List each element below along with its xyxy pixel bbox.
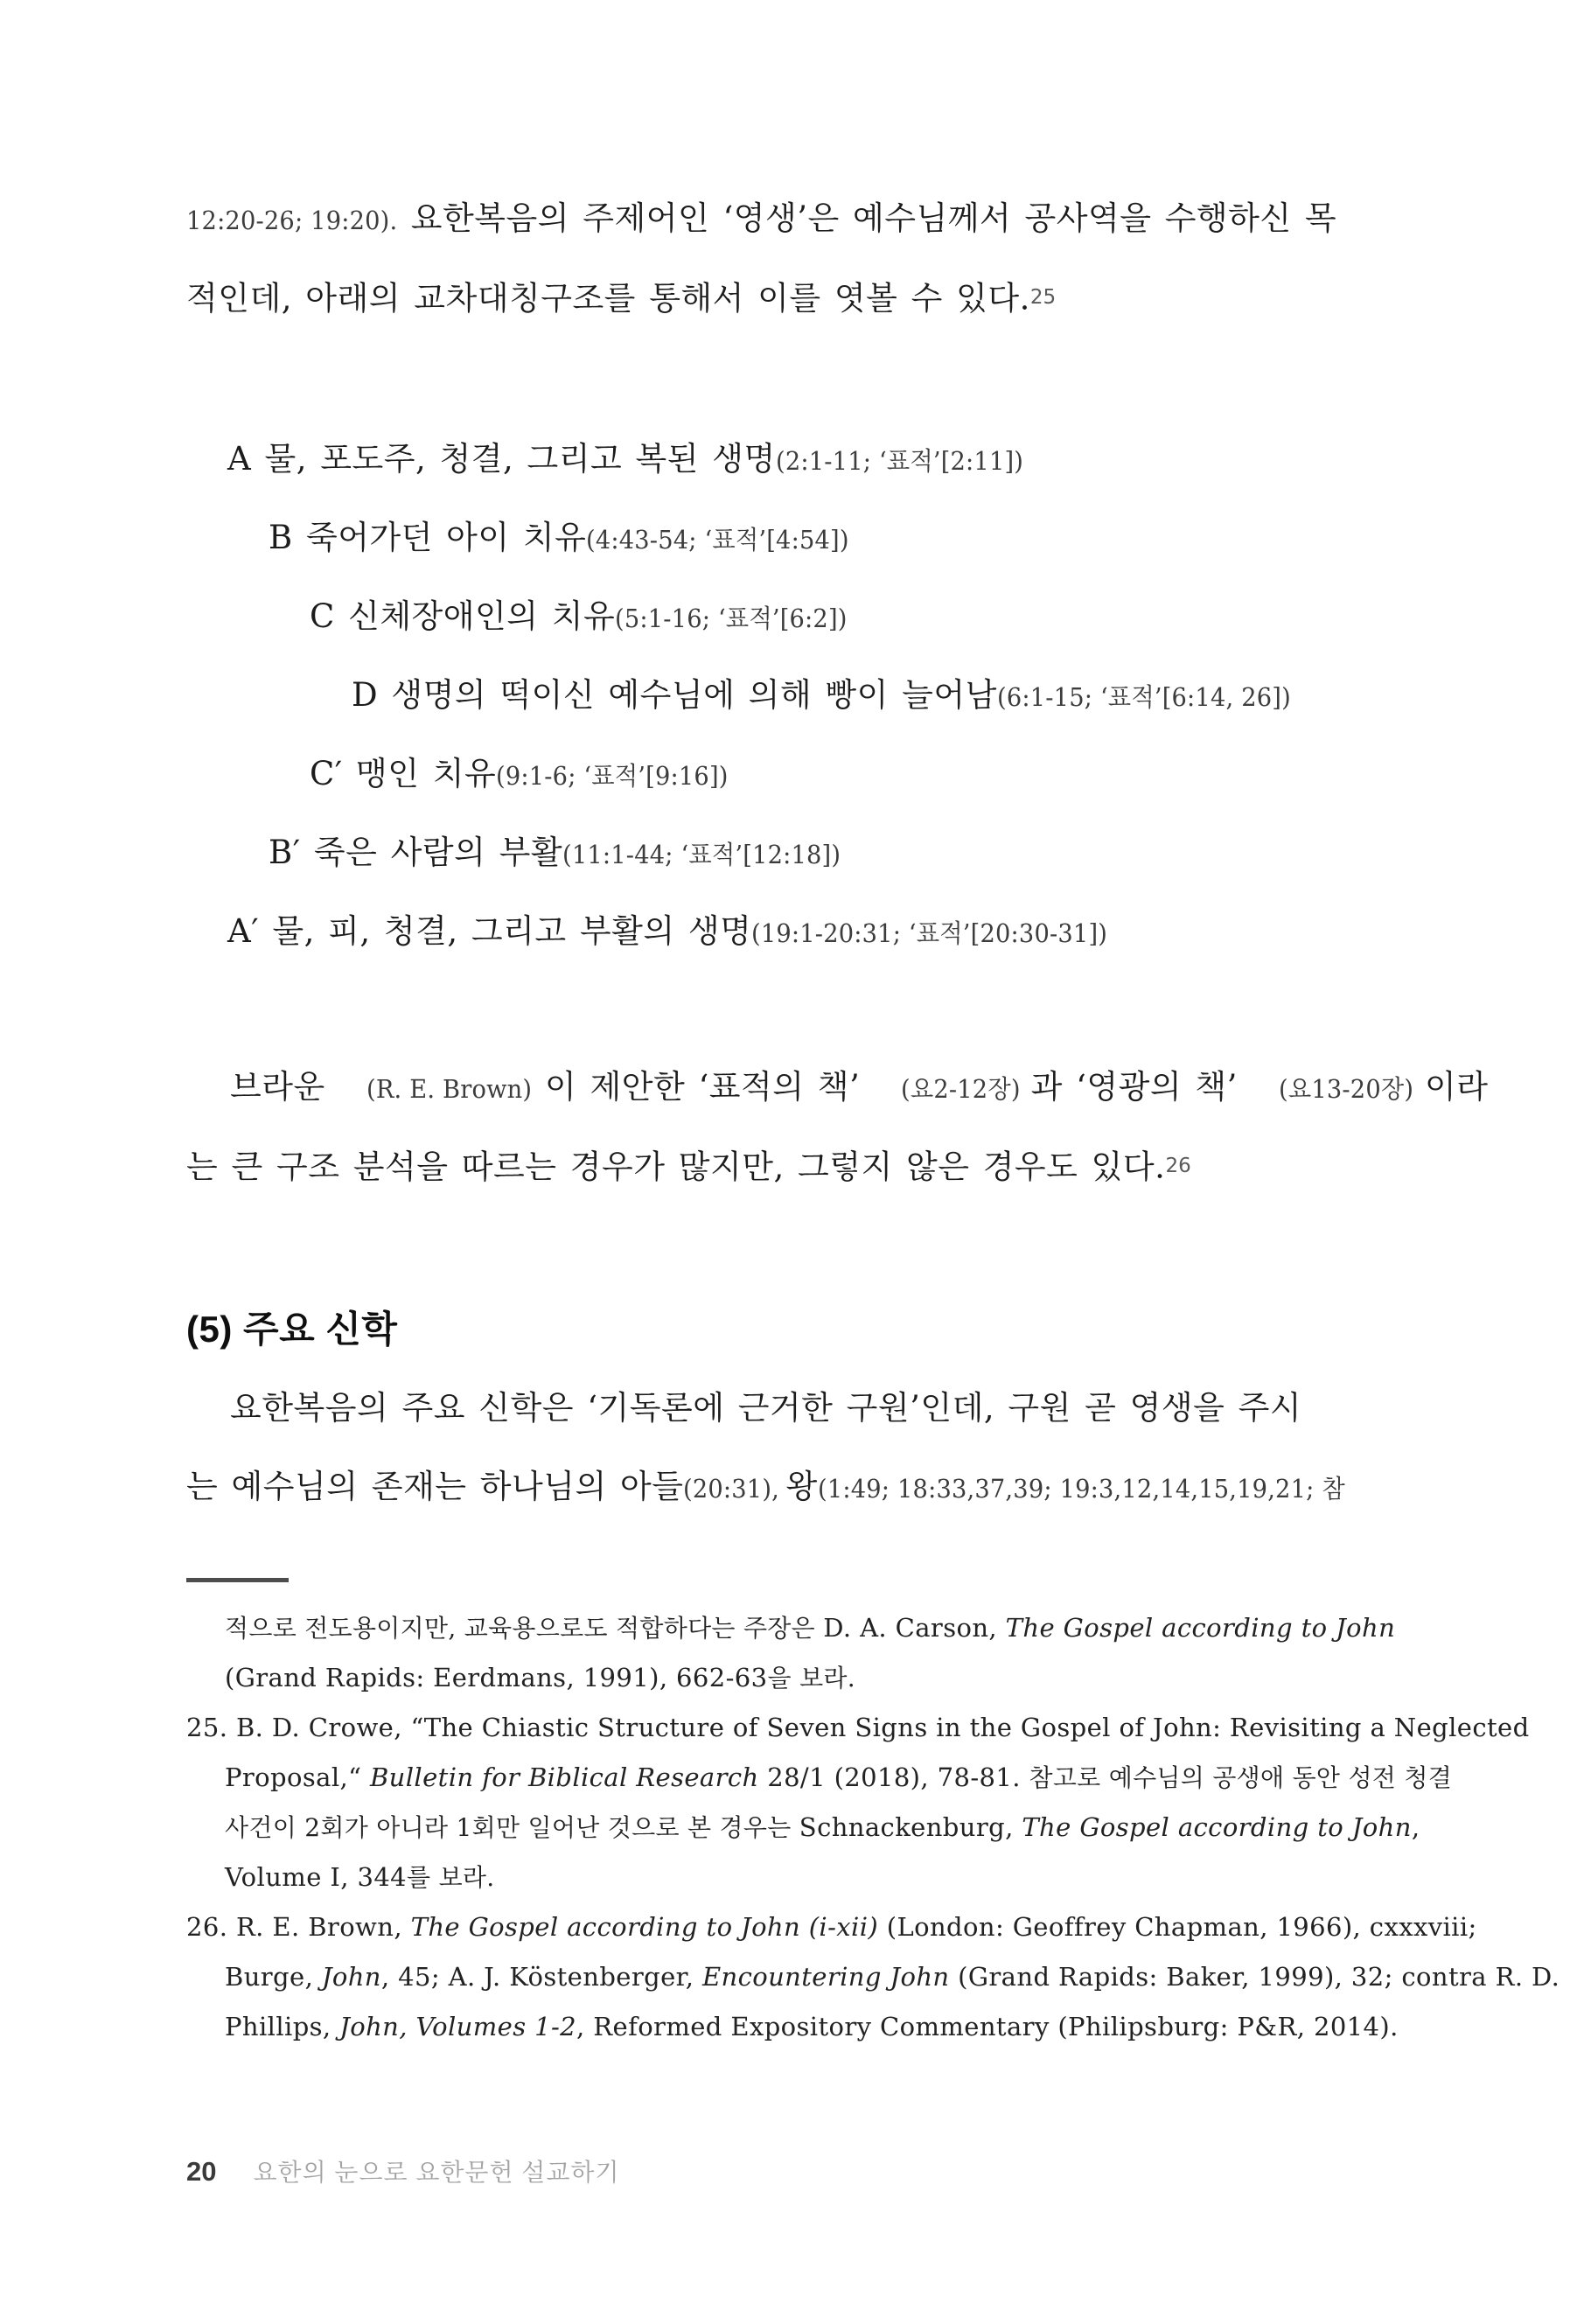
text-run: Proposal,“ bbox=[225, 1762, 370, 1792]
text-run: Schnackenburg, bbox=[799, 1812, 1022, 1842]
text-run: 는 큰 구조 분석을 따르는 경우가 많지만, 그렇지 않은 경우도 있다. bbox=[186, 1148, 1166, 1186]
footnote-continuation-line bbox=[186, 1603, 1411, 1653]
chiastic-structure bbox=[186, 420, 1411, 971]
footnote-25-line bbox=[186, 1703, 1530, 1753]
text-run: 과 ‘영광의 책’ bbox=[1030, 1068, 1238, 1106]
text-run: The Gospel according to John (i-xii) bbox=[410, 1912, 879, 1942]
book-title: 요한의 눈으로 요한문헌 설교하기 bbox=[253, 2159, 620, 2186]
text-run: Bulletin for Biblical Research bbox=[369, 1762, 759, 1792]
text-run: (6:1-15; ‘표적’[6:14, 26]) bbox=[996, 682, 1291, 712]
text-run: 적으로 전도용이지만, 교육용으로도 적합하다는 주장은 bbox=[225, 1614, 824, 1643]
text-line bbox=[186, 1369, 1411, 1448]
text-line bbox=[186, 1127, 1411, 1205]
chiasm-line-a bbox=[186, 420, 1411, 499]
text-run: 26. R. E. Brown, bbox=[186, 1912, 411, 1942]
text-line bbox=[186, 1448, 1411, 1526]
text-run: (1:49; 18:33,37,39; 19:3,12,14,15,19,21; 참 bbox=[817, 1474, 1345, 1504]
text-run: (19:1-20:31; ‘표적’[20:30-31]) bbox=[751, 918, 1108, 948]
text-run: B 죽어가던 아이 치유 bbox=[269, 519, 587, 556]
text-run: (R. E. Brown) bbox=[366, 1074, 532, 1104]
footnote-26-line bbox=[186, 1952, 1560, 2002]
footnote-separator-rule bbox=[186, 1578, 289, 1582]
text-run: 26 bbox=[1165, 1155, 1191, 1177]
footnotes bbox=[186, 1603, 1560, 2052]
text-run: Burge, bbox=[225, 1962, 322, 1992]
text-run: The Gospel according to John bbox=[1005, 1613, 1396, 1643]
chiasm-line-c bbox=[186, 577, 1411, 656]
text-run: B′ 죽은 사람의 부활 bbox=[269, 834, 563, 871]
text-run: , Reformed Expository Commentary (Philipsburg: P&R, 2014). bbox=[576, 2012, 1399, 2041]
chiasm-line-b bbox=[186, 499, 1411, 577]
text-run: (20:31), bbox=[683, 1474, 780, 1504]
text-run: 요한복음의 주제어인 ‘영생’은 예수님께서 공사역을 수행하신 목 bbox=[410, 199, 1337, 237]
text-run: 는 예수님의 존재는 하나님의 아들 bbox=[186, 1468, 684, 1505]
text-run: C′ 맹인 치유 bbox=[310, 755, 497, 792]
text-run: Encountering John bbox=[701, 1962, 950, 1992]
page-number: 20 bbox=[186, 2156, 217, 2187]
text-run: John bbox=[321, 1962, 381, 1992]
text-run: A′ 물, 피, 청결, 그리고 부활의 생명 bbox=[227, 912, 752, 950]
text-run: The Gospel according to John bbox=[1022, 1812, 1412, 1842]
page-footer bbox=[186, 2153, 620, 2188]
text-line bbox=[186, 258, 1411, 337]
text-line bbox=[186, 1048, 1489, 1127]
text-run: 12:20-26; 19:20). bbox=[186, 206, 398, 235]
text-run: 브라운 bbox=[230, 1068, 325, 1106]
text-run: 28/1 (2018), 78-81. bbox=[758, 1762, 1029, 1792]
section-heading: (5) 주요 신학 bbox=[186, 1309, 398, 1350]
text-line bbox=[186, 179, 1411, 258]
text-run: Phillips, bbox=[225, 2012, 340, 2041]
footnote-continuation-line bbox=[186, 1653, 1411, 1703]
text-run: C 신체장애인의 치유 bbox=[310, 597, 616, 635]
text-run: 요한복음의 주요 신학은 ‘기독론에 근거한 구원’인데, 구원 곧 영생을 주시 bbox=[230, 1389, 1302, 1427]
text-run: (9:1-6; ‘표적’[9:16]) bbox=[496, 761, 729, 791]
theology-paragraph bbox=[186, 1369, 1411, 1526]
text-run: (요13-20장) bbox=[1278, 1074, 1414, 1104]
text-run: (Grand Rapids: Eerdmans, 1991), 662-63 bbox=[225, 1663, 768, 1692]
text-run: D 생명의 떡이신 예수님에 의해 빵이 늘어남 bbox=[352, 676, 997, 714]
text-run: 25. B. D. Crowe, “The Chiastic Structure of Seven Signs in the Gospel of John: Revisiting a Neglected bbox=[186, 1713, 1530, 1742]
text-run: Volume I, 344 bbox=[225, 1862, 408, 1892]
chiasm-line-d bbox=[186, 656, 1411, 735]
text-run: 참고로 예수님의 공생애 동안 성전 청결 bbox=[1029, 1763, 1453, 1792]
text-run: (2:1-11; ‘표적’[2:11]) bbox=[775, 446, 1023, 476]
text-run: 을 보라. bbox=[767, 1664, 855, 1692]
footnote-26-line bbox=[186, 2002, 1411, 2052]
text-run: (11:1-44; ‘표적’[12:18]) bbox=[562, 840, 841, 869]
text-run: (London: Geoffrey Chapman, 1966), cxxxviii; bbox=[878, 1912, 1477, 1942]
text-run: (5:1-16; ‘표적’[6:2]) bbox=[615, 604, 848, 633]
text-run: 25 bbox=[1029, 286, 1057, 309]
text-run: 이 제안한 ‘표적의 책’ bbox=[544, 1068, 861, 1106]
chiasm-line-c-prime bbox=[186, 735, 1411, 813]
text-run: (4:43-54; ‘표적’[4:54]) bbox=[586, 525, 850, 555]
text-run: 적인데, 아래의 교차대칭구조를 통해서 이를 엿볼 수 있다. bbox=[186, 279, 1030, 318]
text-run: (Grand Rapids: Baker, 1999), 32; contra R. D. bbox=[949, 1962, 1560, 1992]
chiasm-line-a-prime bbox=[186, 892, 1411, 971]
text-run: (요2-12장) bbox=[901, 1074, 1021, 1104]
footnote-25-line bbox=[186, 1853, 1411, 1902]
text-run: 사건이 2회가 아니라 1회만 일어난 것으로 본 경우는 bbox=[225, 1813, 799, 1842]
text-run: , 45; A. J. Köstenberger, bbox=[380, 1962, 702, 1992]
text-run: 이라 bbox=[1424, 1068, 1489, 1106]
text-run: A 물, 포도주, 청결, 그리고 복된 생명 bbox=[227, 440, 776, 478]
footnote-25-line bbox=[186, 1803, 1420, 1853]
text-run: D. A. Carson, bbox=[823, 1613, 1006, 1643]
text-run: , bbox=[1411, 1812, 1420, 1842]
footnote-26-line bbox=[186, 1902, 1477, 1952]
intro-paragraph bbox=[186, 179, 1411, 337]
brown-paragraph bbox=[186, 1048, 1489, 1205]
text-run: 왕 bbox=[785, 1468, 818, 1505]
text-run: John, Volumes 1-2 bbox=[339, 2012, 577, 2041]
chiasm-line-b-prime bbox=[186, 813, 1411, 892]
section-5 bbox=[186, 1290, 1411, 1369]
footnote-25-line bbox=[186, 1753, 1453, 1803]
text-run: 를 보라. bbox=[407, 1863, 495, 1892]
